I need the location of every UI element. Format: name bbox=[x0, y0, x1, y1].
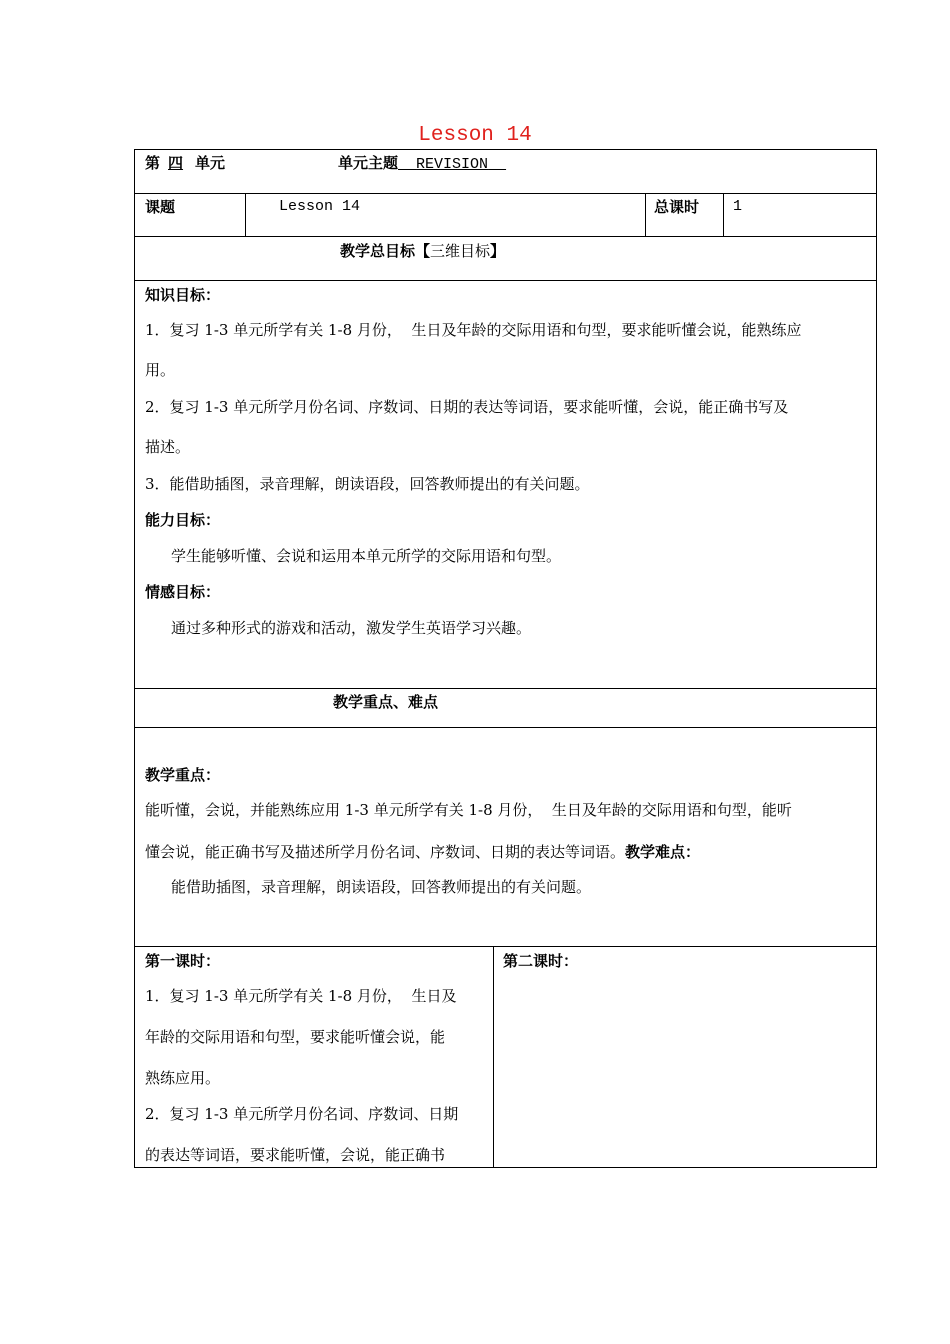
period-2-label: 第二课时： bbox=[503, 952, 579, 970]
topic-value: Lesson 14 bbox=[279, 198, 361, 215]
emotion-label: 情感目标： bbox=[145, 583, 221, 601]
knowledge-item-1-cont: 用。 bbox=[145, 361, 176, 379]
theme-value: REVISION bbox=[416, 156, 489, 173]
goals-header-sub: 三维目标 bbox=[430, 242, 491, 260]
knowledge-item-2: 2．复习 1-3 单元所学月份名词、序数词、日期的表达等词语，要求能听懂，会说，能正确书写及 bbox=[145, 398, 789, 416]
keypoints-label: 教学重点： bbox=[145, 766, 221, 784]
goals-header-main: 教学总目标【 bbox=[340, 242, 431, 260]
keypoints-line-2 bbox=[145, 842, 700, 862]
difficult-text: 能借助插图，录音理解，朗读语段，回答教师提出的有关问题。 bbox=[171, 878, 592, 896]
ability-text: 学生能够听懂、会说和运用本单元所学的交际用语和句型。 bbox=[171, 547, 562, 565]
keypoints-line-1: 能听懂，会说，并能熟练应用 1-3 单元所学有关 1-8 月份， 生日及年龄的交际用语和句型，能听 bbox=[145, 801, 792, 819]
period-1-line-1: 1．复习 1-3 单元所学有关 1-8 月份， 生日及 bbox=[145, 987, 457, 1005]
keypoints-line-2-text: 懂会说，能正确书写及描述所学月份名词、序数词、日期的表达等词语。 bbox=[145, 843, 626, 861]
unit-number: 四 bbox=[168, 154, 184, 172]
hours-label: 总课时 bbox=[654, 198, 700, 216]
row-divider bbox=[134, 946, 877, 947]
ability-label: 能力目标： bbox=[145, 511, 221, 529]
difficult-label: 教学难点： bbox=[625, 843, 701, 861]
knowledge-item-1: 1．复习 1-3 单元所学有关 1-8 月份， 生日及年龄的交际用语和句型，要求能听懂会说，能熟练应 bbox=[145, 321, 802, 339]
knowledge-item-3: 3．能借助插图，录音理解，朗读语段，回答教师提出的有关问题。 bbox=[145, 475, 590, 493]
period-1-line-2: 年龄的交际用语和句型，要求能听懂会说，能 bbox=[145, 1028, 446, 1046]
knowledge-item-2-cont: 描述。 bbox=[145, 438, 191, 456]
emotion-text: 通过多种形式的游戏和活动，激发学生英语学习兴趣。 bbox=[171, 619, 532, 637]
cell-divider bbox=[645, 193, 646, 236]
hours-value: 1 bbox=[733, 198, 743, 215]
goals-header bbox=[340, 241, 505, 261]
unit-label bbox=[145, 153, 225, 173]
knowledge-label: 知识目标： bbox=[145, 286, 221, 304]
topic-label: 课题 bbox=[145, 198, 176, 216]
goals-header-close: 】 bbox=[490, 242, 506, 260]
document-title: Lesson 14 bbox=[418, 124, 532, 147]
lesson-plan-table bbox=[134, 149, 877, 1168]
theme-label: 单元主题 bbox=[338, 154, 399, 172]
row-divider bbox=[134, 280, 877, 281]
period-1-label: 第一课时： bbox=[145, 952, 221, 970]
cell-divider bbox=[493, 946, 494, 1168]
keypoints-header: 教学重点、难点 bbox=[333, 693, 439, 711]
theme-field bbox=[338, 153, 506, 175]
row-divider bbox=[134, 688, 877, 689]
unit-suffix: 单元 bbox=[195, 154, 226, 172]
cell-divider bbox=[245, 193, 246, 236]
cell-divider bbox=[723, 193, 724, 236]
period-1-line-3: 熟练应用。 bbox=[145, 1069, 221, 1087]
period-1-line-5: 的表达等词语，要求能听懂，会说，能正确书 bbox=[145, 1146, 446, 1164]
unit-prefix: 第 bbox=[145, 154, 161, 172]
period-1-line-4: 2．复习 1-3 单元所学月份名词、序数词、日期 bbox=[145, 1105, 459, 1123]
row-divider bbox=[134, 236, 877, 237]
row-divider bbox=[134, 727, 877, 728]
